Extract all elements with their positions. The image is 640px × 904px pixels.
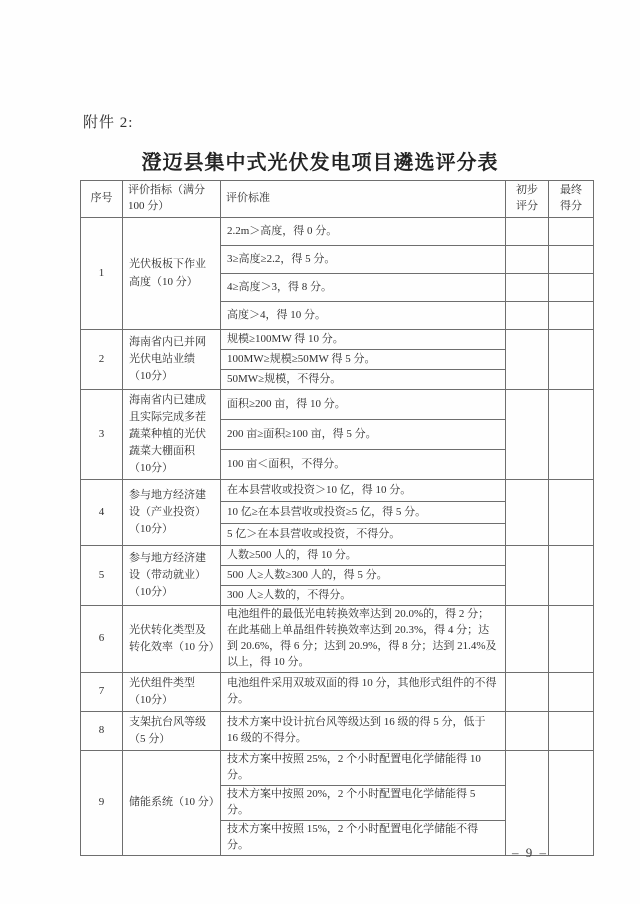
final-score-cell	[549, 302, 594, 330]
document-title: 澄迈县集中式光伏发电项目遴选评分表	[141, 152, 499, 174]
criteria-cell: 技术方案中按照 15%，2 个小时配置电化学储能不得分。	[221, 820, 506, 855]
header-col-criteria: 评价标准	[221, 181, 506, 218]
criteria-cell: 面积≥200 亩，得 10 分。	[221, 390, 506, 420]
row-index-cell: 7	[81, 672, 123, 711]
row-index-cell: 1	[81, 218, 123, 330]
preliminary-score-cell	[506, 672, 549, 711]
header-col-preliminary-score: 初步评分	[506, 181, 549, 218]
table-row	[81, 546, 594, 566]
preliminary-score-cell	[506, 218, 549, 246]
final-score-cell	[549, 546, 594, 606]
final-score-cell	[549, 606, 594, 673]
criteria-cell: 500 人≥人数≥300 人的，得 5 分。	[221, 566, 506, 586]
preliminary-score-cell	[506, 546, 549, 606]
criteria-cell: 50MW≥规模，不得分。	[221, 370, 506, 390]
table-row	[81, 712, 594, 751]
row-index-cell: 8	[81, 712, 123, 751]
final-score-cell	[549, 330, 594, 390]
preliminary-score-cell	[506, 390, 549, 480]
indicator-cell: 参与地方经济建设（带动就业）（10分）	[123, 546, 221, 606]
indicator-cell: 支架抗台风等级（5 分）	[123, 712, 221, 751]
page-number: – 9 –	[512, 845, 548, 860]
criteria-cell: 2.2m＞高度，得 0 分。	[221, 218, 506, 246]
row-index-cell: 5	[81, 546, 123, 606]
final-score-cell	[549, 390, 594, 480]
row-index-cell: 2	[81, 330, 123, 390]
preliminary-score-cell	[506, 330, 549, 390]
table-row	[81, 672, 594, 711]
indicator-cell: 储能系统（10 分）	[123, 751, 221, 856]
indicator-cell: 海南省内已并网光伏电站业绩（10分）	[123, 330, 221, 390]
row-index-cell: 3	[81, 390, 123, 480]
row-index-cell: 6	[81, 606, 123, 673]
table-row	[81, 751, 594, 786]
row-index-cell: 9	[81, 751, 123, 856]
final-score-cell	[549, 751, 594, 856]
criteria-cell: 电池组件的最低光电转换效率达到 20.0%的，得 2 分；在此基础上单晶组件转换效率达到 20.3%，得 4 分；达到 20.6%，得 6 分；达到 20.9%，得 8 分；达到 21.4%及以上，得 10 分。	[221, 606, 506, 673]
table-row	[81, 480, 594, 502]
criteria-cell: 10 亿≥在本县营收或投资≥5 亿，得 5 分。	[221, 502, 506, 524]
final-score-cell	[549, 274, 594, 302]
scoring-table	[80, 180, 594, 856]
indicator-cell: 光伏转化类型及转化效率（10 分）	[123, 606, 221, 673]
criteria-cell: 3≥高度≥2.2，得 5 分。	[221, 246, 506, 274]
criteria-cell: 5 亿＞在本县营收或投资，不得分。	[221, 524, 506, 546]
final-score-cell	[549, 480, 594, 546]
indicator-cell: 光伏板板下作业高度（10 分）	[123, 218, 221, 330]
preliminary-score-cell	[506, 302, 549, 330]
attachment-label: 附件 2:	[83, 115, 134, 131]
criteria-cell: 规模≥100MW 得 10 分。	[221, 330, 506, 350]
table-header-row	[81, 181, 594, 218]
table-row	[81, 606, 594, 673]
table-row	[81, 330, 594, 350]
criteria-cell: 电池组件采用双玻双面的得 10 分，其他形式组件的不得分。	[221, 672, 506, 711]
table-row	[81, 218, 594, 246]
criteria-cell: 100 亩＜面积，不得分。	[221, 450, 506, 480]
indicator-cell: 参与地方经济建设（产业投资）（10分）	[123, 480, 221, 546]
header-col-index: 序号	[81, 181, 123, 218]
criteria-cell: 4≥高度＞3，得 8 分。	[221, 274, 506, 302]
criteria-cell: 300 人≥人数的，不得分。	[221, 586, 506, 606]
preliminary-score-cell	[506, 712, 549, 751]
preliminary-score-cell	[506, 480, 549, 546]
criteria-cell: 人数≥500 人的，得 10 分。	[221, 546, 506, 566]
final-score-cell	[549, 712, 594, 751]
final-score-cell	[549, 218, 594, 246]
preliminary-score-cell	[506, 606, 549, 673]
criteria-cell: 技术方案中按照 20%，2 个小时配置电化学储能得 5 分。	[221, 786, 506, 821]
header-col-indicator: 评价指标（满分 100 分）	[123, 181, 221, 218]
criteria-cell: 在本县营收或投资＞10 亿，得 10 分。	[221, 480, 506, 502]
header-col-final-score: 最终得分	[549, 181, 594, 218]
preliminary-score-cell	[506, 274, 549, 302]
preliminary-score-cell	[506, 751, 549, 856]
indicator-cell: 海南省内已建成且实际完成多茬蔬菜种植的光伏蔬菜大棚面积（10分）	[123, 390, 221, 480]
preliminary-score-cell	[506, 246, 549, 274]
criteria-cell: 技术方案中按照 25%，2 个小时配置电化学储能得 10 分。	[221, 751, 506, 786]
table-row	[81, 390, 594, 420]
criteria-cell: 200 亩≥面积≥100 亩，得 5 分。	[221, 420, 506, 450]
criteria-cell: 高度＞4，得 10 分。	[221, 302, 506, 330]
indicator-cell: 光伏组件类型（10分）	[123, 672, 221, 711]
row-index-cell: 4	[81, 480, 123, 546]
final-score-cell	[549, 246, 594, 274]
criteria-cell: 技术方案中设计抗台风等级达到 16 级的得 5 分，低于 16 级的不得分。	[221, 712, 506, 751]
criteria-cell: 100MW≥规模≥50MW 得 5 分。	[221, 350, 506, 370]
final-score-cell	[549, 672, 594, 711]
